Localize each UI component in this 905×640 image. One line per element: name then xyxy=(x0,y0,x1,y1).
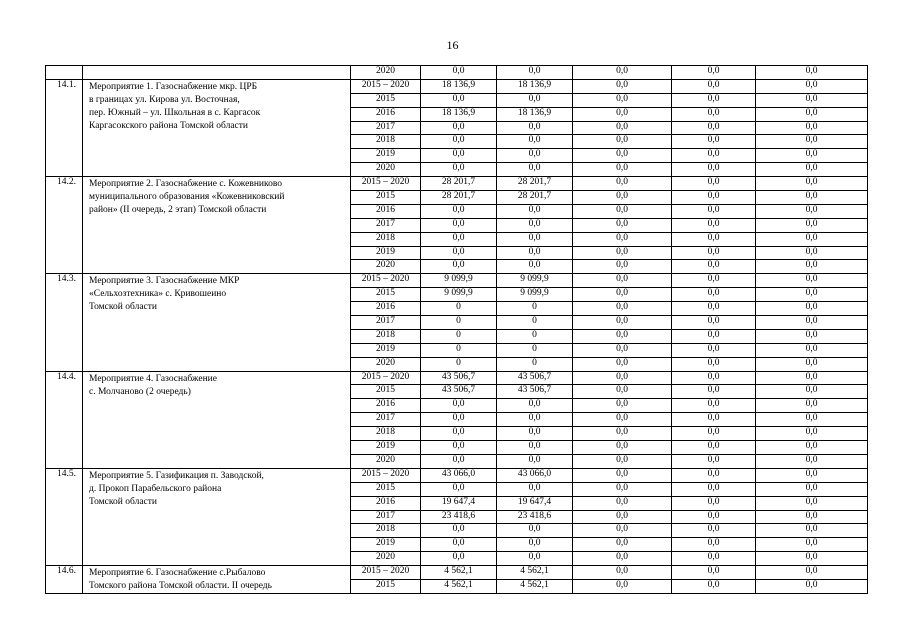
value-cell: 0,0 xyxy=(672,274,756,288)
value-cell: 0,0 xyxy=(756,274,868,288)
value-cell: 0,0 xyxy=(672,385,756,399)
value-cell: 0,0 xyxy=(497,204,573,218)
value-cell: 0,0 xyxy=(573,496,672,510)
year-cell: 2015 – 2020 xyxy=(351,79,421,93)
value-cell: 0,0 xyxy=(573,524,672,538)
value-cell: 0,0 xyxy=(421,93,497,107)
value-cell: 0 xyxy=(421,343,497,357)
value-cell: 0,0 xyxy=(756,482,868,496)
value-cell: 0 xyxy=(497,316,573,330)
value-cell: 0,0 xyxy=(672,441,756,455)
measure-name xyxy=(83,79,351,176)
value-cell: 0 xyxy=(497,302,573,316)
value-cell: 0,0 xyxy=(421,399,497,413)
year-cell: 2020 xyxy=(351,163,421,177)
measure-name-line: д. Прокоп Парабельского района xyxy=(89,483,222,494)
year-cell: 2020 xyxy=(351,66,421,80)
funding-table xyxy=(45,65,868,594)
value-cell: 0,0 xyxy=(756,538,868,552)
year-cell: 2015 xyxy=(351,385,421,399)
value-cell: 0,0 xyxy=(573,580,672,594)
value-cell: 0,0 xyxy=(573,260,672,274)
value-cell: 0,0 xyxy=(421,121,497,135)
value-cell: 0,0 xyxy=(672,191,756,205)
value-cell: 0,0 xyxy=(573,343,672,357)
value-cell: 0,0 xyxy=(672,566,756,580)
year-cell: 2016 xyxy=(351,204,421,218)
value-cell: 0,0 xyxy=(756,343,868,357)
value-cell: 0,0 xyxy=(672,79,756,93)
value-cell: 0,0 xyxy=(756,302,868,316)
value-cell: 28 201,7 xyxy=(421,191,497,205)
value-cell: 0,0 xyxy=(497,163,573,177)
measure-name-line: Томской области xyxy=(89,496,157,507)
value-cell: 0,0 xyxy=(497,135,573,149)
value-cell: 0,0 xyxy=(573,316,672,330)
measure-name xyxy=(83,566,351,594)
value-cell: 0,0 xyxy=(756,566,868,580)
table-row xyxy=(46,66,868,80)
year-cell: 2015 – 2020 xyxy=(351,468,421,482)
measure-name-line: Мероприятие 2. Газоснабжение с. Кожевниково xyxy=(89,179,283,190)
value-cell: 18 136,9 xyxy=(421,107,497,121)
value-cell: 0,0 xyxy=(756,329,868,343)
value-cell: 0 xyxy=(421,302,497,316)
year-cell: 2019 xyxy=(351,246,421,260)
value-cell: 19 647,4 xyxy=(421,496,497,510)
year-cell: 2015 – 2020 xyxy=(351,371,421,385)
value-cell: 0,0 xyxy=(756,357,868,371)
value-cell: 0,0 xyxy=(497,93,573,107)
value-cell: 0,0 xyxy=(573,79,672,93)
value-cell: 0,0 xyxy=(421,163,497,177)
value-cell: 0,0 xyxy=(672,413,756,427)
year-cell: 2018 xyxy=(351,232,421,246)
value-cell: 0,0 xyxy=(421,246,497,260)
value-cell: 0,0 xyxy=(421,232,497,246)
measure-name-line: с. Молчаново (2 очередь) xyxy=(89,386,191,397)
measure-name-line: район» (II очередь, 2 этап) Томской области xyxy=(89,205,267,216)
measure-number: 14.1. xyxy=(46,79,83,176)
value-cell: 0,0 xyxy=(672,149,756,163)
value-cell: 0,0 xyxy=(756,149,868,163)
measure-name xyxy=(83,371,351,468)
value-cell: 9 099,9 xyxy=(421,274,497,288)
value-cell: 0,0 xyxy=(672,288,756,302)
value-cell: 43 506,7 xyxy=(497,371,573,385)
value-cell: 0,0 xyxy=(573,66,672,80)
value-cell: 0,0 xyxy=(497,218,573,232)
value-cell: 0,0 xyxy=(756,107,868,121)
value-cell: 0,0 xyxy=(672,329,756,343)
value-cell: 0 xyxy=(497,329,573,343)
value-cell: 0,0 xyxy=(756,468,868,482)
value-cell: 0,0 xyxy=(672,468,756,482)
value-cell: 0,0 xyxy=(756,93,868,107)
value-cell: 0,0 xyxy=(756,218,868,232)
value-cell: 0,0 xyxy=(573,385,672,399)
value-cell: 0,0 xyxy=(573,371,672,385)
value-cell: 0,0 xyxy=(756,510,868,524)
measure-name-line: Мероприятие 3. Газоснабжение МКР xyxy=(89,276,240,287)
value-cell: 0,0 xyxy=(672,232,756,246)
year-cell: 2016 xyxy=(351,399,421,413)
value-cell: 4 562,1 xyxy=(497,580,573,594)
year-cell: 2018 xyxy=(351,427,421,441)
year-cell: 2019 xyxy=(351,538,421,552)
value-cell: 0,0 xyxy=(756,135,868,149)
year-cell: 2020 xyxy=(351,357,421,371)
value-cell: 0,0 xyxy=(756,413,868,427)
value-cell: 0,0 xyxy=(672,538,756,552)
value-cell: 0,0 xyxy=(672,399,756,413)
value-cell: 19 647,4 xyxy=(497,496,573,510)
value-cell: 0,0 xyxy=(573,191,672,205)
value-cell: 0,0 xyxy=(497,66,573,80)
value-cell: 0,0 xyxy=(421,204,497,218)
value-cell: 43 066,0 xyxy=(497,468,573,482)
table-body xyxy=(46,66,868,594)
year-cell: 2017 xyxy=(351,510,421,524)
table-row xyxy=(46,177,868,191)
value-cell: 0,0 xyxy=(672,427,756,441)
value-cell: 0 xyxy=(421,329,497,343)
value-cell: 0,0 xyxy=(672,510,756,524)
measure-name xyxy=(83,274,351,371)
year-cell: 2020 xyxy=(351,552,421,566)
value-cell: 0,0 xyxy=(672,135,756,149)
measure-name-line: Томского района Томской области. II очередь xyxy=(89,581,272,592)
value-cell: 0,0 xyxy=(573,441,672,455)
value-cell: 0,0 xyxy=(756,441,868,455)
value-cell: 0,0 xyxy=(672,580,756,594)
empty-name-cell xyxy=(83,66,351,80)
value-cell: 0,0 xyxy=(497,399,573,413)
measure-number: 14.2. xyxy=(46,177,83,274)
value-cell: 0,0 xyxy=(573,413,672,427)
value-cell: 0,0 xyxy=(756,79,868,93)
value-cell: 0,0 xyxy=(497,149,573,163)
value-cell: 0,0 xyxy=(672,163,756,177)
value-cell: 9 099,9 xyxy=(497,274,573,288)
value-cell: 0,0 xyxy=(421,260,497,274)
measure-name-line: муниципального образования «Кожевниковский xyxy=(89,192,285,203)
value-cell: 0,0 xyxy=(672,524,756,538)
value-cell: 18 136,9 xyxy=(497,79,573,93)
measure-number: 14.4. xyxy=(46,371,83,468)
value-cell: 0,0 xyxy=(756,191,868,205)
value-cell: 4 562,1 xyxy=(497,566,573,580)
value-cell: 0,0 xyxy=(497,538,573,552)
empty-number-cell xyxy=(46,66,83,80)
value-cell: 0,0 xyxy=(672,357,756,371)
value-cell: 0,0 xyxy=(573,135,672,149)
value-cell: 18 136,9 xyxy=(421,79,497,93)
value-cell: 0,0 xyxy=(756,385,868,399)
value-cell: 0,0 xyxy=(672,177,756,191)
value-cell: 0,0 xyxy=(421,218,497,232)
value-cell: 0,0 xyxy=(756,121,868,135)
measure-name-line: Мероприятие 4. Газоснабжение xyxy=(89,373,217,384)
value-cell: 0,0 xyxy=(421,538,497,552)
year-cell: 2016 xyxy=(351,496,421,510)
value-cell: 0,0 xyxy=(573,177,672,191)
value-cell: 0,0 xyxy=(497,482,573,496)
measure-name-line: пер. Южный – ул. Школьная в с. Каргасок xyxy=(89,107,261,118)
value-cell: 0 xyxy=(497,343,573,357)
value-cell: 0,0 xyxy=(756,163,868,177)
value-cell: 0,0 xyxy=(497,260,573,274)
table-row xyxy=(46,371,868,385)
value-cell: 0,0 xyxy=(497,232,573,246)
year-cell: 2016 xyxy=(351,107,421,121)
value-cell: 0,0 xyxy=(756,427,868,441)
value-cell: 0,0 xyxy=(573,302,672,316)
year-cell: 2015 – 2020 xyxy=(351,177,421,191)
year-cell: 2015 xyxy=(351,288,421,302)
value-cell: 0,0 xyxy=(573,454,672,468)
value-cell: 0,0 xyxy=(672,218,756,232)
value-cell: 0,0 xyxy=(756,204,868,218)
year-cell: 2019 xyxy=(351,149,421,163)
value-cell: 23 418,6 xyxy=(497,510,573,524)
value-cell: 0,0 xyxy=(672,496,756,510)
value-cell: 0,0 xyxy=(573,232,672,246)
value-cell: 0,0 xyxy=(573,552,672,566)
year-cell: 2020 xyxy=(351,260,421,274)
value-cell: 0,0 xyxy=(497,246,573,260)
value-cell: 0,0 xyxy=(497,524,573,538)
value-cell: 0,0 xyxy=(573,218,672,232)
value-cell: 0,0 xyxy=(672,121,756,135)
value-cell: 0,0 xyxy=(672,343,756,357)
value-cell: 0,0 xyxy=(672,482,756,496)
measure-name-line: Томской области xyxy=(89,302,157,313)
value-cell: 0,0 xyxy=(756,371,868,385)
value-cell: 0,0 xyxy=(421,413,497,427)
value-cell: 0,0 xyxy=(672,260,756,274)
value-cell: 0,0 xyxy=(672,454,756,468)
value-cell: 4 562,1 xyxy=(421,580,497,594)
measure-name-line: Мероприятие 6. Газоснабжение с.Рыбалово xyxy=(89,568,266,579)
value-cell: 0,0 xyxy=(756,288,868,302)
value-cell: 0,0 xyxy=(421,482,497,496)
value-cell: 0,0 xyxy=(573,93,672,107)
value-cell: 0,0 xyxy=(756,552,868,566)
table-row xyxy=(46,274,868,288)
value-cell: 0,0 xyxy=(421,524,497,538)
value-cell: 28 201,7 xyxy=(421,177,497,191)
value-cell: 0,0 xyxy=(421,427,497,441)
value-cell: 9 099,9 xyxy=(497,288,573,302)
value-cell: 0,0 xyxy=(421,135,497,149)
value-cell: 0 xyxy=(421,316,497,330)
value-cell: 0,0 xyxy=(573,107,672,121)
measure-name-line: Мероприятие 1. Газоснабжение мкр. ЦРБ xyxy=(89,81,258,92)
year-cell: 2015 xyxy=(351,580,421,594)
value-cell: 0,0 xyxy=(573,163,672,177)
page-number: 16 xyxy=(446,38,459,52)
year-cell: 2017 xyxy=(351,316,421,330)
value-cell: 0 xyxy=(497,357,573,371)
value-cell: 0,0 xyxy=(573,121,672,135)
year-cell: 2015 – 2020 xyxy=(351,274,421,288)
value-cell: 0,0 xyxy=(672,316,756,330)
year-cell: 2019 xyxy=(351,441,421,455)
table-row xyxy=(46,566,868,580)
table-row xyxy=(46,468,868,482)
year-cell: 2020 xyxy=(351,454,421,468)
value-cell: 0,0 xyxy=(573,329,672,343)
value-cell: 0,0 xyxy=(497,413,573,427)
value-cell: 0,0 xyxy=(672,66,756,80)
value-cell: 43 506,7 xyxy=(421,385,497,399)
value-cell: 0,0 xyxy=(573,246,672,260)
year-cell: 2017 xyxy=(351,218,421,232)
value-cell: 0,0 xyxy=(497,427,573,441)
value-cell: 0,0 xyxy=(756,399,868,413)
measure-name xyxy=(83,468,351,565)
year-cell: 2018 xyxy=(351,524,421,538)
value-cell: 0,0 xyxy=(672,204,756,218)
year-cell: 2015 xyxy=(351,93,421,107)
year-cell: 2018 xyxy=(351,329,421,343)
value-cell: 28 201,7 xyxy=(497,177,573,191)
year-cell: 2016 xyxy=(351,302,421,316)
measure-name-line: «Сельхозтехника» с. Кривошеино xyxy=(89,289,227,300)
value-cell: 0,0 xyxy=(672,552,756,566)
value-cell: 43 506,7 xyxy=(497,385,573,399)
value-cell: 0,0 xyxy=(573,204,672,218)
value-cell: 0,0 xyxy=(421,441,497,455)
value-cell: 28 201,7 xyxy=(497,191,573,205)
year-cell: 2018 xyxy=(351,135,421,149)
value-cell: 0,0 xyxy=(421,66,497,80)
value-cell: 43 506,7 xyxy=(421,371,497,385)
value-cell: 0,0 xyxy=(756,66,868,80)
measure-name-line: в границах ул. Кирова ул. Восточная, xyxy=(89,94,240,105)
value-cell: 0,0 xyxy=(497,552,573,566)
value-cell: 0,0 xyxy=(573,288,672,302)
measure-number: 14.3. xyxy=(46,274,83,371)
value-cell: 23 418,6 xyxy=(421,510,497,524)
value-cell: 0 xyxy=(421,357,497,371)
value-cell: 0,0 xyxy=(756,496,868,510)
measure-number: 14.5. xyxy=(46,468,83,565)
value-cell: 0,0 xyxy=(672,371,756,385)
value-cell: 0,0 xyxy=(573,482,672,496)
value-cell: 4 562,1 xyxy=(421,566,497,580)
value-cell: 0,0 xyxy=(497,441,573,455)
value-cell: 0,0 xyxy=(756,524,868,538)
value-cell: 0,0 xyxy=(756,246,868,260)
year-cell: 2015 xyxy=(351,482,421,496)
value-cell: 0,0 xyxy=(672,107,756,121)
value-cell: 9 099,9 xyxy=(421,288,497,302)
value-cell: 0,0 xyxy=(573,510,672,524)
value-cell: 0,0 xyxy=(497,454,573,468)
value-cell: 0,0 xyxy=(672,93,756,107)
value-cell: 0,0 xyxy=(573,357,672,371)
value-cell: 0,0 xyxy=(573,468,672,482)
value-cell: 0,0 xyxy=(672,302,756,316)
value-cell: 0,0 xyxy=(756,316,868,330)
value-cell: 0,0 xyxy=(756,580,868,594)
value-cell: 0,0 xyxy=(573,538,672,552)
measure-name-line: Мероприятие 5. Газификация п. Заводской, xyxy=(89,470,264,481)
value-cell: 0,0 xyxy=(573,149,672,163)
value-cell: 0,0 xyxy=(573,274,672,288)
value-cell: 0,0 xyxy=(573,399,672,413)
year-cell: 2019 xyxy=(351,343,421,357)
year-cell: 2017 xyxy=(351,413,421,427)
value-cell: 0,0 xyxy=(756,232,868,246)
value-cell: 0,0 xyxy=(672,246,756,260)
value-cell: 0,0 xyxy=(573,566,672,580)
value-cell: 0,0 xyxy=(756,454,868,468)
year-cell: 2015 – 2020 xyxy=(351,566,421,580)
table-row xyxy=(46,79,868,93)
value-cell: 0,0 xyxy=(573,427,672,441)
measure-name-line: Каргасокского района Томской области xyxy=(89,120,248,131)
value-cell: 0,0 xyxy=(421,552,497,566)
value-cell: 0,0 xyxy=(421,149,497,163)
value-cell: 0,0 xyxy=(497,121,573,135)
measure-name xyxy=(83,177,351,274)
measure-number: 14.6. xyxy=(46,566,83,594)
year-cell: 2015 xyxy=(351,191,421,205)
value-cell: 43 066,0 xyxy=(421,468,497,482)
value-cell: 0,0 xyxy=(756,260,868,274)
value-cell: 0,0 xyxy=(756,177,868,191)
year-cell: 2017 xyxy=(351,121,421,135)
value-cell: 18 136,9 xyxy=(497,107,573,121)
value-cell: 0,0 xyxy=(421,454,497,468)
